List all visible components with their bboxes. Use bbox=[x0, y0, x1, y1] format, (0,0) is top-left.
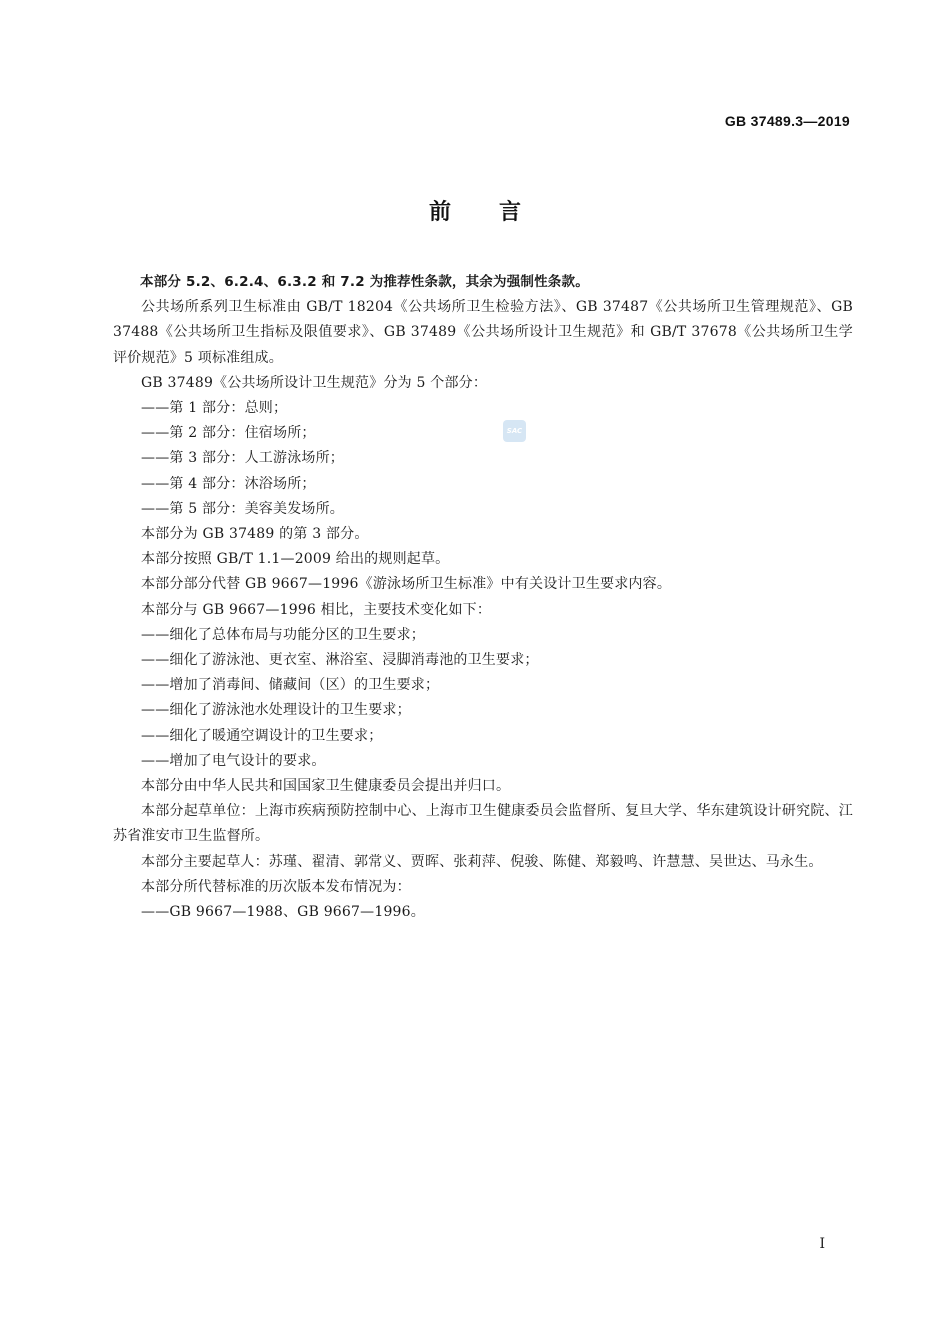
standard-code: GB 37489.3—2019 bbox=[724, 113, 850, 129]
sac-watermark-logo: SAC bbox=[503, 420, 526, 442]
page-title: 前言 bbox=[428, 200, 569, 225]
paragraph-drafting-rules: 本部分按照 GB/T 1.1—2009 给出的规则起草。 bbox=[141, 551, 450, 568]
paragraph-proposed-by: 本部分由中华人民共和国国家卫生健康委员会提出并归口。 bbox=[141, 778, 511, 795]
foreword-body bbox=[113, 270, 853, 925]
list-item-part-4: ——第 4 部分：沐浴场所； bbox=[141, 475, 316, 492]
paragraph-parts-intro: GB 37489《公共场所设计卫生规范》分为 5 个部分： bbox=[141, 374, 488, 391]
list-item-change-6: ——增加了电气设计的要求。 bbox=[141, 752, 326, 769]
paragraph-drafting-units: 本部分起草单位：上海市疾病预防控制中心、上海市卫生健康委员会监督所、复旦大学、华东建筑设计研究院、江苏省淮安市卫生监督所。 bbox=[113, 803, 853, 845]
list-item-previous-editions: ——GB 9667—1988、GB 9667—1996。 bbox=[141, 904, 425, 921]
list-item-part-5: ——第 5 部分：美容美发场所。 bbox=[141, 500, 345, 517]
paragraph-this-part: 本部分为 GB 37489 的第 3 部分。 bbox=[141, 526, 369, 543]
paragraph-previous-editions: 本部分所代替标准的历次版本发布情况为： bbox=[141, 878, 411, 895]
paragraph-main-drafters: 本部分主要起草人：苏瑾、翟清、郭常义、贾晖、张莉萍、倪骏、陈健、郑毅鸣、许慧慧、吴世达、马永生。 bbox=[141, 853, 823, 870]
list-item-part-1: ——第 1 部分：总则； bbox=[141, 400, 288, 417]
paragraph-replaces: 本部分部分代替 GB 9667—1996《游泳场所卫生标准》中有关设计卫生要求内容。 bbox=[141, 576, 672, 593]
paragraph-series-standards: 公共场所系列卫生标准由 GB/T 18204《公共场所卫生检验方法》、GB 37487《公共场所卫生管理规范》、GB 37488《公共场所卫生指标及限值要求》、GB 37489《公共场所设计卫生规范》和 GB/T 37678《公共场所卫生学评价规范》5 项标准组成。 bbox=[113, 299, 853, 366]
list-item-part-3: ——第 3 部分：人工游泳场所； bbox=[141, 450, 345, 467]
page-number: I bbox=[819, 1236, 825, 1252]
list-item-change-1: ——细化了总体布局与功能分区的卫生要求； bbox=[141, 626, 425, 643]
list-item-part-2: ——第 2 部分：住宿场所； bbox=[141, 425, 316, 442]
list-item-change-5: ——细化了暖通空调设计的卫生要求； bbox=[141, 727, 383, 744]
list-item-change-2: ——细化了游泳池、更衣室、淋浴室、浸脚消毒池的卫生要求； bbox=[141, 652, 539, 669]
paragraph-recommended-clauses: 本部分 5.2、6.2.4、6.3.2 和 7.2 为推荐性条款，其余为强制性条款。 bbox=[140, 274, 589, 290]
paragraph-changes-intro: 本部分与 GB 9667—1996 相比，主要技术变化如下： bbox=[141, 601, 492, 618]
list-item-change-3: ——增加了消毒间、储藏间（区）的卫生要求； bbox=[141, 677, 440, 694]
list-item-change-4: ——细化了游泳池水处理设计的卫生要求； bbox=[141, 702, 411, 719]
